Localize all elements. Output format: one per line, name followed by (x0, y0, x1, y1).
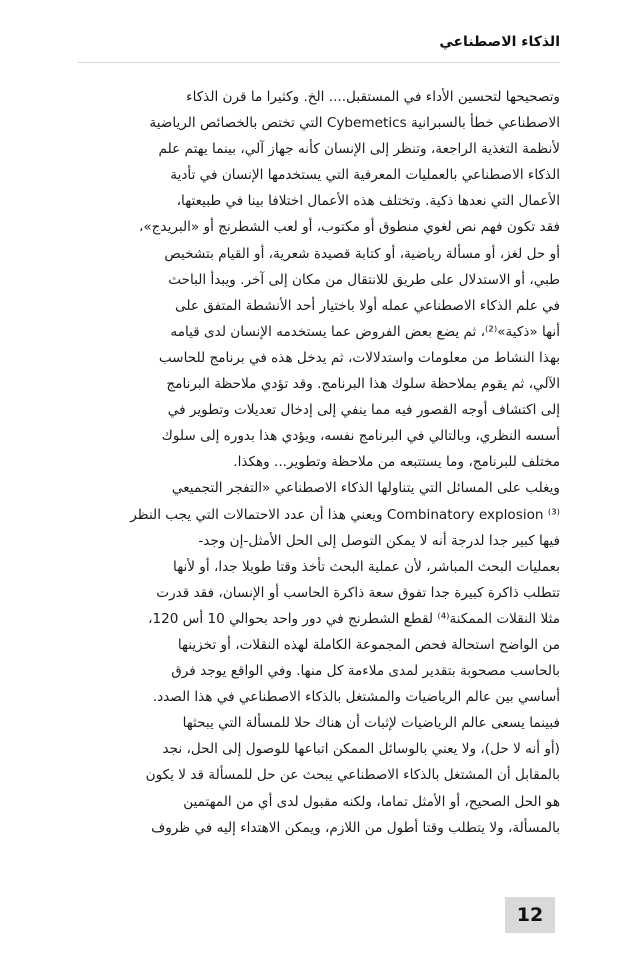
header-rule (78, 62, 560, 63)
text-line: (أو أنه لا حل)، ولا يعني بالوسائل الممكن اتباعها للوصول إلى الحل، نجد (162, 741, 560, 758)
text-line: طبي، أو الاستدلال على طريق للانتقال من مكان إلى آخر. ويبدأ الباحث (168, 271, 560, 288)
text-line: بالحاسب مصحوبة بتقدير لمدى ملاءمة كل منها. وفي الواقع يوجد فرق (171, 663, 560, 680)
text-line: بعمليات البحث المباشر، لأن عملية البحث تأخذ وقتا طويلا جدا، أو لأنها (173, 558, 560, 575)
text-line: وتصحيحها لتحسين الأداء في المستقبل.... الخ. وكثيرا ما قرن الذكاء (186, 89, 560, 105)
text-line: مختلف للبرنامج، وما يستتبعه من ملاحظة وتطوير... وهكذا. (233, 454, 560, 471)
running-header: الذكاء الاصطناعي (439, 34, 560, 50)
text-line: أو حل لغز، أو مسألة رياضية، أو كتابة قصيدة شعرية، أو القيام بتشخيص (164, 245, 560, 262)
text-line: الآلي، ثم يقوم بملاحظة سلوك هذا البرنامج. وقد تؤدي ملاحظة البرنامج (166, 376, 560, 393)
text-line: هو الحل الصحيح، أو الأمثل تماما، ولكنه مقبول لدى أي من المهتمين (183, 793, 560, 810)
text-line: بالمسألة، ولا يتطلب وقتا أطول من اللازم، ويمكن الاهتداء إليه في ظروف (151, 819, 560, 836)
text-line: أسسه النظري، وبالتالي في البرنامج نفسه، ويؤدي هذا بدوره إلى سلوك (161, 428, 560, 445)
text-line: بالمقابل أن المشتغل بالذكاء الاصطناعي يبحث عن حل للمسألة قد لا يكون (145, 767, 560, 784)
text-line: فقد تكون فهم نص لغوي منطوق أو مكتوب، أو لعب الشطرنج أو «البريدج»، (138, 219, 560, 236)
text-line: ويغلب على المسائل التي يتناولها الذكاء الاصطناعي «التفجر التجميعي (171, 480, 560, 497)
text-line: Combinatory explosion ⁽³⁾ ويعني هذا أن عدد الاحتمالات التي يجب النظر (130, 506, 560, 523)
text-line: أنها «ذكية»⁽²⁾، ثم يضع بعض الفروض عما يستخدمه الإنسان لدى قيامه (170, 323, 560, 340)
text-line: فيها كبير جدا لدرجة أنه لا يمكن التوصل إلى الحل الأمثل-إن وجد- (198, 532, 560, 549)
text-line: الأعمال التي نعدها ذكية. وتختلف هذه الأعمال اختلافا بينا في طبيعتها، (176, 193, 560, 210)
text-line: في علم الذكاء الاصطناعي عمله أولا باختيار أحد الأنشطة المتفق على (175, 297, 560, 314)
text-line: تتطلب ذاكرة كبيرة جدا تفوق سعة ذاكرة الحاسب أو الإنسان، فقد قدرت (156, 584, 560, 601)
text-line: الذكاء الاصطناعي بالعمليات المعرفية التي يستخدمها الإنسان في تأدية (170, 167, 560, 184)
page-number: 12 (516, 904, 544, 926)
text-line: أساسي بين عالم الرياضيات والمشتغل بالذكاء الاصطناعي في هذا الصدد. (152, 689, 560, 706)
text-line: الاصطناعي خطأ بالسبرانية Cybemetics التي تختص بالخصائص الرياضية (149, 115, 560, 132)
text-line: مثلا النقلات الممكنة⁽⁴⁾ لقطع الشطرنج في دور واحد بحوالي 10 أس 120، (148, 610, 560, 627)
page-number-box (505, 897, 555, 933)
text-line: لأنظمة التغذية الراجعة، وتنظر إلى الإنسان كأنه جهاز آلي، بينما يهتم علم (158, 141, 560, 158)
text-line: فبينما يسعى عالم الرياضيات لإثبات أن هناك حلا للمسألة التي يبحثها (182, 715, 560, 732)
text-line: بهذا النشاط من معلومات واستدلالات، ثم يدخل هذه في برنامج للحاسب (158, 349, 560, 366)
text-line: من الواضح استحالة فحص المجموعة الكاملة لهذه النقلات، أو تخزينها (177, 636, 560, 653)
text-line: إلى اكتشاف أوجه القصور فيه مما ينفي إلى إدخال تعديلات وتطوير في (167, 402, 560, 419)
body-text (78, 84, 560, 841)
